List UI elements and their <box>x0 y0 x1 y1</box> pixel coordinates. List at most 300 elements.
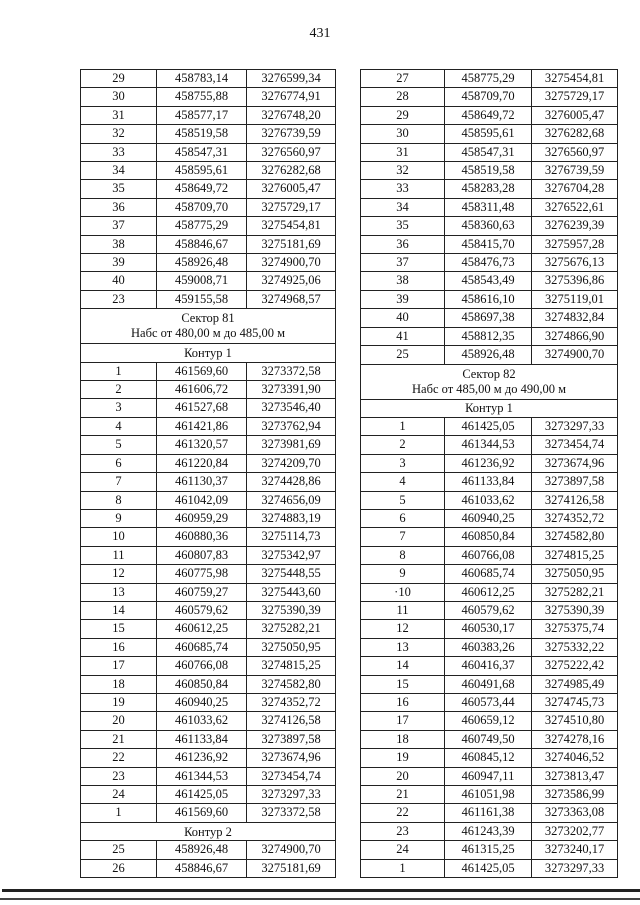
x-coordinate-cell: 458283,28 <box>445 180 532 198</box>
point-number-cell: 32 <box>361 162 445 180</box>
y-coordinate-cell: 3274900,70 <box>247 841 336 859</box>
contour-label: Контур 2 <box>81 822 336 840</box>
point-number-cell: 8 <box>81 491 157 509</box>
x-coordinate-cell: 458360,63 <box>445 217 532 235</box>
y-coordinate-cell: 3273586,99 <box>532 786 618 804</box>
point-number-cell: 23 <box>81 290 157 308</box>
point-number-cell: 7 <box>361 528 445 546</box>
x-coordinate-cell: 458775,29 <box>445 70 532 88</box>
y-coordinate-cell: 3275050,95 <box>247 638 336 656</box>
x-coordinate-cell: 461236,92 <box>445 454 532 472</box>
x-coordinate-cell: 458577,17 <box>157 106 247 124</box>
x-coordinate-cell: 461569,60 <box>157 804 247 822</box>
x-coordinate-cell: 458311,48 <box>445 198 532 216</box>
point-number-cell: 15 <box>361 675 445 693</box>
table-row <box>361 272 618 290</box>
point-number-cell: 6 <box>361 509 445 527</box>
y-coordinate-cell: 3275676,13 <box>532 254 618 272</box>
contour-header-row <box>361 399 618 417</box>
y-coordinate-cell: 3275332,22 <box>532 638 618 656</box>
point-number-cell: 1 <box>361 417 445 435</box>
y-coordinate-cell: 3273897,58 <box>247 730 336 748</box>
table-row <box>81 143 336 161</box>
table-row <box>81 454 336 472</box>
table-row <box>361 88 618 106</box>
y-coordinate-cell: 3274900,70 <box>247 254 336 272</box>
point-number-cell: 16 <box>81 638 157 656</box>
y-coordinate-cell: 3274352,72 <box>247 693 336 711</box>
point-number-cell: 27 <box>361 70 445 88</box>
table-row <box>361 454 618 472</box>
sector-height-range: Набс от 480,00 м до 485,00 м <box>131 326 285 341</box>
table-row <box>361 804 618 822</box>
table-row <box>361 309 618 327</box>
x-coordinate-cell: 458476,73 <box>445 254 532 272</box>
table-row <box>81 198 336 216</box>
point-number-cell: 24 <box>361 841 445 859</box>
point-number-cell: 22 <box>361 804 445 822</box>
x-coordinate-cell: 460612,25 <box>157 620 247 638</box>
table-row <box>81 638 336 656</box>
x-coordinate-cell: 461569,60 <box>157 362 247 380</box>
table-row <box>81 712 336 730</box>
point-number-cell: 17 <box>81 657 157 675</box>
y-coordinate-cell: 3275390,39 <box>532 601 618 619</box>
x-coordinate-cell: 461130,37 <box>157 473 247 491</box>
x-coordinate-cell: 458775,29 <box>157 217 247 235</box>
table-row <box>361 601 618 619</box>
x-coordinate-cell: 460880,36 <box>157 528 247 546</box>
table-row <box>81 749 336 767</box>
table-row <box>81 381 336 399</box>
table-row <box>361 290 618 308</box>
table-row <box>81 362 336 380</box>
x-coordinate-cell: 460579,62 <box>157 601 247 619</box>
point-number-cell: 14 <box>361 657 445 675</box>
table-row <box>361 198 618 216</box>
y-coordinate-cell: 3273897,58 <box>532 473 618 491</box>
y-coordinate-cell: 3276748,20 <box>247 106 336 124</box>
sector-title: Сектор 82 <box>462 366 516 381</box>
bottom-rule <box>2 889 640 892</box>
table-row <box>81 491 336 509</box>
point-number-cell: 18 <box>81 675 157 693</box>
table-row <box>81 509 336 527</box>
sector-title: Сектор 81 <box>181 311 235 326</box>
point-number-cell: 6 <box>81 454 157 472</box>
x-coordinate-cell: 461220,84 <box>157 454 247 472</box>
point-number-cell: 23 <box>81 767 157 785</box>
y-coordinate-cell: 3273391,90 <box>247 381 336 399</box>
x-coordinate-cell: 460766,08 <box>157 657 247 675</box>
x-coordinate-cell: 460759,27 <box>157 583 247 601</box>
x-coordinate-cell: 458846,67 <box>157 859 247 877</box>
point-number-cell: 13 <box>361 638 445 656</box>
table-row <box>361 565 618 583</box>
table-row <box>361 162 618 180</box>
table-row <box>81 657 336 675</box>
point-number-cell: 1 <box>361 859 445 877</box>
table-row <box>81 473 336 491</box>
x-coordinate-cell: 458543,49 <box>445 272 532 290</box>
table-row <box>361 657 618 675</box>
y-coordinate-cell: 3273240,17 <box>532 841 618 859</box>
y-coordinate-cell: 3274815,25 <box>532 546 618 564</box>
y-coordinate-cell: 3274126,58 <box>532 491 618 509</box>
point-number-cell: 33 <box>81 143 157 161</box>
y-coordinate-cell: 3274985,49 <box>532 675 618 693</box>
x-coordinate-cell: 460573,44 <box>445 693 532 711</box>
y-coordinate-cell: 3275222,42 <box>532 657 618 675</box>
point-number-cell: 31 <box>81 106 157 124</box>
x-coordinate-cell: 460749,50 <box>445 730 532 748</box>
table-row <box>361 730 618 748</box>
bottom-rule-secondary <box>0 898 640 900</box>
y-coordinate-cell: 3276599,34 <box>247 70 336 88</box>
y-coordinate-cell: 3274656,09 <box>247 491 336 509</box>
y-coordinate-cell: 3275282,21 <box>247 620 336 638</box>
point-number-cell: 29 <box>81 70 157 88</box>
point-number-cell: 4 <box>361 473 445 491</box>
x-coordinate-cell: 458846,67 <box>157 235 247 253</box>
y-coordinate-cell: 3275729,17 <box>532 88 618 106</box>
y-coordinate-cell: 3274815,25 <box>247 657 336 675</box>
point-number-cell: 14 <box>81 601 157 619</box>
point-number-cell: 40 <box>81 272 157 290</box>
sector-header <box>361 364 618 399</box>
x-coordinate-cell: 458926,48 <box>445 346 532 364</box>
y-coordinate-cell: 3275957,28 <box>532 235 618 253</box>
point-number-cell: 15 <box>81 620 157 638</box>
point-number-cell: 3 <box>361 454 445 472</box>
y-coordinate-cell: 3276739,59 <box>247 125 336 143</box>
x-coordinate-cell: 458595,61 <box>157 162 247 180</box>
x-coordinate-cell: 460940,25 <box>445 509 532 527</box>
table-row <box>81 436 336 454</box>
point-number-cell: 4 <box>81 417 157 435</box>
point-number-cell: 20 <box>81 712 157 730</box>
y-coordinate-cell: 3273363,08 <box>532 804 618 822</box>
table-row <box>81 180 336 198</box>
y-coordinate-cell: 3275396,86 <box>532 272 618 290</box>
table-row <box>81 583 336 601</box>
x-coordinate-cell: 461344,53 <box>157 767 247 785</box>
point-number-cell: 40 <box>361 309 445 327</box>
coordinates-table-right <box>360 69 618 878</box>
y-coordinate-cell: 3275342,97 <box>247 546 336 564</box>
table-row <box>81 528 336 546</box>
point-number-cell: 38 <box>361 272 445 290</box>
y-coordinate-cell: 3274745,73 <box>532 693 618 711</box>
contour-label: Контур 1 <box>81 344 336 362</box>
x-coordinate-cell: 461033,62 <box>445 491 532 509</box>
x-coordinate-cell: 461236,92 <box>157 749 247 767</box>
y-coordinate-cell: 3275282,21 <box>532 583 618 601</box>
table-row <box>81 254 336 272</box>
x-coordinate-cell: 460491,68 <box>445 675 532 693</box>
table-row <box>361 106 618 124</box>
x-coordinate-cell: 458709,70 <box>445 88 532 106</box>
x-coordinate-cell: 458519,58 <box>445 162 532 180</box>
point-number-cell: 13 <box>81 583 157 601</box>
table-row <box>81 290 336 308</box>
y-coordinate-cell: 3276774,91 <box>247 88 336 106</box>
table-row <box>361 491 618 509</box>
table-row <box>81 70 336 88</box>
y-coordinate-cell: 3276239,39 <box>532 217 618 235</box>
y-coordinate-cell: 3273674,96 <box>532 454 618 472</box>
point-number-cell: 30 <box>81 88 157 106</box>
y-coordinate-cell: 3276560,97 <box>532 143 618 161</box>
point-number-cell: 1 <box>81 362 157 380</box>
x-coordinate-cell: 461243,39 <box>445 822 532 840</box>
sector-header-row <box>361 364 618 399</box>
table-row <box>361 859 618 877</box>
x-coordinate-cell: 458783,14 <box>157 70 247 88</box>
point-number-cell: 37 <box>81 217 157 235</box>
table-row <box>81 786 336 804</box>
x-coordinate-cell: 460579,62 <box>445 601 532 619</box>
x-coordinate-cell: 461133,84 <box>157 730 247 748</box>
table-row <box>361 436 618 454</box>
point-number-cell: 11 <box>361 601 445 619</box>
x-coordinate-cell: 461315,25 <box>445 841 532 859</box>
x-coordinate-cell: 458649,72 <box>445 106 532 124</box>
y-coordinate-cell: 3276739,59 <box>532 162 618 180</box>
table-row <box>361 749 618 767</box>
x-coordinate-cell: 460959,29 <box>157 509 247 527</box>
y-coordinate-cell: 3274832,84 <box>532 309 618 327</box>
point-number-cell: 19 <box>81 693 157 711</box>
y-coordinate-cell: 3274510,80 <box>532 712 618 730</box>
x-coordinate-cell: 460530,17 <box>445 620 532 638</box>
y-coordinate-cell: 3275454,81 <box>532 70 618 88</box>
x-coordinate-cell: 460685,74 <box>157 638 247 656</box>
y-coordinate-cell: 3273813,47 <box>532 767 618 785</box>
point-number-cell: 32 <box>81 125 157 143</box>
point-number-cell: 28 <box>361 88 445 106</box>
point-number-cell: 22 <box>81 749 157 767</box>
point-number-cell: 29 <box>361 106 445 124</box>
table-row <box>81 417 336 435</box>
y-coordinate-cell: 3275114,73 <box>247 528 336 546</box>
table-row <box>81 106 336 124</box>
contour-header-row <box>81 344 336 362</box>
coordinates-table-left <box>80 69 336 878</box>
y-coordinate-cell: 3273546,40 <box>247 399 336 417</box>
point-number-cell: 1 <box>81 804 157 822</box>
table-row <box>81 235 336 253</box>
point-number-cell: 34 <box>361 198 445 216</box>
point-number-cell: 18 <box>361 730 445 748</box>
point-number-cell: 30 <box>361 125 445 143</box>
table-row <box>81 88 336 106</box>
y-coordinate-cell: 3274582,80 <box>247 675 336 693</box>
point-number-cell: 2 <box>81 381 157 399</box>
point-number-cell: 23 <box>361 822 445 840</box>
x-coordinate-cell: 461425,05 <box>445 417 532 435</box>
x-coordinate-cell: 461606,72 <box>157 381 247 399</box>
table-row <box>81 859 336 877</box>
table-row <box>81 601 336 619</box>
y-coordinate-cell: 3273297,33 <box>532 417 618 435</box>
x-coordinate-cell: 458519,58 <box>157 125 247 143</box>
point-number-cell: 10 <box>81 528 157 546</box>
table-row <box>361 528 618 546</box>
x-coordinate-cell: 461161,38 <box>445 804 532 822</box>
sector-height-range: Набс от 485,00 м до 490,00 м <box>412 381 566 396</box>
y-coordinate-cell: 3274582,80 <box>532 528 618 546</box>
table-row <box>361 675 618 693</box>
point-number-cell: 5 <box>361 491 445 509</box>
table-row <box>361 638 618 656</box>
point-number-cell: 12 <box>81 565 157 583</box>
x-coordinate-cell: 460940,25 <box>157 693 247 711</box>
point-number-cell: 25 <box>81 841 157 859</box>
point-number-cell: 39 <box>81 254 157 272</box>
table-row <box>361 70 618 88</box>
x-coordinate-cell: 461344,53 <box>445 436 532 454</box>
table-row <box>361 180 618 198</box>
x-coordinate-cell: 460383,26 <box>445 638 532 656</box>
x-coordinate-cell: 460807,83 <box>157 546 247 564</box>
x-coordinate-cell: 460850,84 <box>157 675 247 693</box>
y-coordinate-cell: 3274883,19 <box>247 509 336 527</box>
x-coordinate-cell: 461133,84 <box>445 473 532 491</box>
x-coordinate-cell: 458415,70 <box>445 235 532 253</box>
point-number-cell: 31 <box>361 143 445 161</box>
point-number-cell: 24 <box>81 786 157 804</box>
table-row <box>81 399 336 417</box>
x-coordinate-cell: 461527,68 <box>157 399 247 417</box>
x-coordinate-cell: 458697,38 <box>445 309 532 327</box>
y-coordinate-cell: 3273981,69 <box>247 436 336 454</box>
x-coordinate-cell: 461042,09 <box>157 491 247 509</box>
point-number-cell: 3 <box>81 399 157 417</box>
y-coordinate-cell: 3276560,97 <box>247 143 336 161</box>
table-row <box>361 786 618 804</box>
y-coordinate-cell: 3274900,70 <box>532 346 618 364</box>
table-row <box>361 693 618 711</box>
point-number-cell: 9 <box>81 509 157 527</box>
y-coordinate-cell: 3273372,58 <box>247 804 336 822</box>
table-row <box>81 565 336 583</box>
y-coordinate-cell: 3274352,72 <box>532 509 618 527</box>
y-coordinate-cell: 3273372,58 <box>247 362 336 380</box>
point-number-cell: 38 <box>81 235 157 253</box>
y-coordinate-cell: 3274278,16 <box>532 730 618 748</box>
x-coordinate-cell: 461033,62 <box>157 712 247 730</box>
y-coordinate-cell: 3273297,33 <box>532 859 618 877</box>
table-row <box>81 272 336 290</box>
x-coordinate-cell: 460850,84 <box>445 528 532 546</box>
x-coordinate-cell: 460416,37 <box>445 657 532 675</box>
y-coordinate-cell: 3276522,61 <box>532 198 618 216</box>
table-row <box>361 125 618 143</box>
point-number-cell: 33 <box>361 180 445 198</box>
y-coordinate-cell: 3273202,77 <box>532 822 618 840</box>
x-coordinate-cell: 458616,10 <box>445 290 532 308</box>
point-number-cell: 36 <box>361 235 445 253</box>
table-row <box>361 509 618 527</box>
point-number-cell: 25 <box>361 346 445 364</box>
table-row <box>81 125 336 143</box>
point-number-cell: 35 <box>81 180 157 198</box>
point-number-cell: 11 <box>81 546 157 564</box>
point-number-cell: 39 <box>361 290 445 308</box>
y-coordinate-cell: 3273674,96 <box>247 749 336 767</box>
contour-label: Контур 1 <box>361 399 618 417</box>
y-coordinate-cell: 3276704,28 <box>532 180 618 198</box>
point-number-cell: 19 <box>361 749 445 767</box>
table-row <box>81 804 336 822</box>
point-number-cell: 8 <box>361 546 445 564</box>
table-row <box>361 712 618 730</box>
table-row <box>81 730 336 748</box>
point-number-cell: 21 <box>81 730 157 748</box>
point-number-cell: 35 <box>361 217 445 235</box>
y-coordinate-cell: 3274866,90 <box>532 327 618 345</box>
x-coordinate-cell: 458547,31 <box>445 143 532 161</box>
table-row <box>81 217 336 235</box>
table-row <box>361 767 618 785</box>
table-row <box>81 546 336 564</box>
x-coordinate-cell: 461421,86 <box>157 417 247 435</box>
y-coordinate-cell: 3275729,17 <box>247 198 336 216</box>
table-row <box>81 675 336 693</box>
point-number-cell: 16 <box>361 693 445 711</box>
y-coordinate-cell: 3276282,68 <box>532 125 618 143</box>
table-row <box>361 217 618 235</box>
y-coordinate-cell: 3276005,47 <box>532 106 618 124</box>
x-coordinate-cell: 458709,70 <box>157 198 247 216</box>
x-coordinate-cell: 458926,48 <box>157 841 247 859</box>
table-row <box>361 327 618 345</box>
point-number-cell: 12 <box>361 620 445 638</box>
x-coordinate-cell: 458755,88 <box>157 88 247 106</box>
table-row <box>81 693 336 711</box>
x-coordinate-cell: 458812,35 <box>445 327 532 345</box>
x-coordinate-cell: 458649,72 <box>157 180 247 198</box>
y-coordinate-cell: 3275050,95 <box>532 565 618 583</box>
point-number-cell: 37 <box>361 254 445 272</box>
sector-header-row <box>81 309 336 344</box>
point-number-cell: 20 <box>361 767 445 785</box>
x-coordinate-cell: 458926,48 <box>157 254 247 272</box>
table-row <box>361 822 618 840</box>
x-coordinate-cell: 461051,98 <box>445 786 532 804</box>
point-number-cell: 7 <box>81 473 157 491</box>
y-coordinate-cell: 3273454,74 <box>532 436 618 454</box>
x-coordinate-cell: 458595,61 <box>445 125 532 143</box>
x-coordinate-cell: 460947,11 <box>445 767 532 785</box>
y-coordinate-cell: 3276282,68 <box>247 162 336 180</box>
y-coordinate-cell: 3275443,60 <box>247 583 336 601</box>
table-row <box>81 841 336 859</box>
y-coordinate-cell: 3273762,94 <box>247 417 336 435</box>
point-number-cell: 9 <box>361 565 445 583</box>
table-row <box>361 143 618 161</box>
contour-header-row <box>81 822 336 840</box>
y-coordinate-cell: 3275454,81 <box>247 217 336 235</box>
x-coordinate-cell: 460612,25 <box>445 583 532 601</box>
y-coordinate-cell: 3274925,06 <box>247 272 336 290</box>
y-coordinate-cell: 3275375,74 <box>532 620 618 638</box>
table-row <box>361 546 618 564</box>
point-number-cell: 2 <box>361 436 445 454</box>
x-coordinate-cell: 461320,57 <box>157 436 247 454</box>
y-coordinate-cell: 3274209,70 <box>247 454 336 472</box>
